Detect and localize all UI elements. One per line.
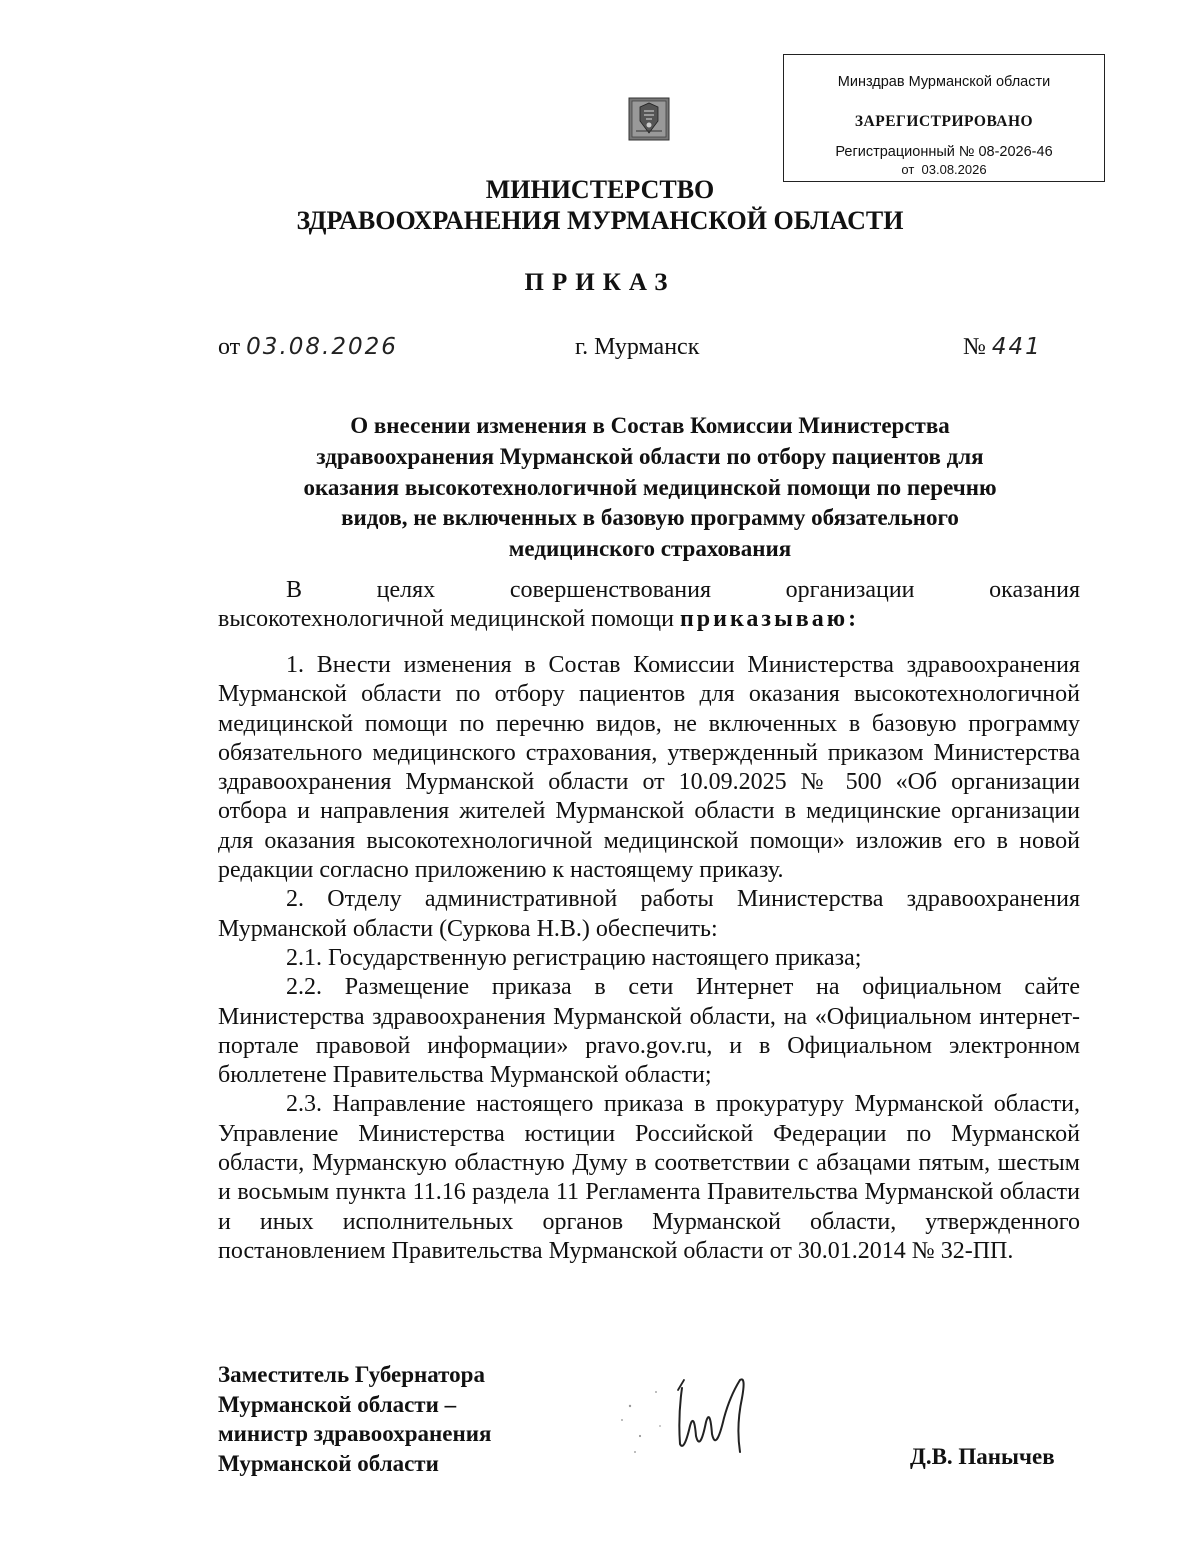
item-2-2: 2.2. Размещение приказа в сети Интернет на официальном сайте Министерства здравоохранения Мурманской области, на «Официальном интернет-портале правовой информации» pravo.gov.ru, и в Официальном электронном бюллетене Правительства Мурманской области; — [218, 974, 1080, 1089]
signer-title-line: Мурманской области — [218, 1450, 439, 1476]
stamp-status: ЗАРЕГИСТРИРОВАНО — [854, 113, 1034, 130]
handwritten-date: 03.08.2026 — [246, 334, 398, 360]
signer-title-line: министр здравоохранения — [218, 1421, 492, 1446]
stamp-registration-number: Регистрационный № 08-2026-46 — [835, 144, 1053, 160]
document-body — [218, 576, 1080, 635]
signer-title-line: Заместитель Губернатора — [218, 1362, 485, 1387]
preamble-line1: В целях совершенствования организации оказания — [286, 577, 1080, 603]
signer-name: Д.В. Панычев — [910, 1444, 1055, 1469]
stamp-organization: Минздрав Мурманской области — [837, 74, 1051, 90]
preamble-line2 — [218, 605, 1080, 634]
document-items — [218, 651, 1080, 1266]
preamble-keyword: приказываю: — [679, 606, 860, 633]
item-2-1: 2.1. Государственную регистрацию настоящего приказа; — [286, 944, 862, 971]
registration-stamp — [783, 54, 1105, 182]
ministry-title-line2: ЗДРАВООХРАНЕНИЯ МУРМАНСКОЙ ОБЛАСТИ — [296, 206, 904, 235]
coat-of-arms-icon — [628, 97, 670, 141]
item-1: 1. Внести изменения в Состав Комиссии Министерства здравоохранения Мурманской области по отбору пациентов для оказания высокотехнологичной медицинской помощи по перечню видов, не включенных в базовую программу обязательного медицинского страхования, утвержденный приказом Министерства здравоохранения Мурманской области от 10.09.2025 № 500 «Об организации отбора и направления жителей Мурманской области в медицинские организации для оказания высокотехнологичной медицинской помощи» изложив его в новой редакции согласно приложению к настоящему приказу. — [218, 652, 1080, 884]
subject-line: оказания высокотехнологичной медицинской помощи по перечню — [303, 474, 997, 500]
date-prefix: от — [218, 334, 241, 360]
city-label: г. Мурманск — [575, 334, 700, 360]
subject-line: видов, не включенных в базовую программу обязательного — [341, 505, 959, 531]
preamble-text: высокотехнологичной медицинской помощи — [218, 606, 674, 633]
number-prefix: № — [963, 334, 986, 360]
subject-line: медицинского страхования — [508, 536, 792, 562]
item-2-3: 2.3. Направление настоящего приказа в прокуратуру Мурманской области, Управление Министерства юстиции Российской Федерации по Мурманской области, Мурманскую областную Думу в соответствии с абзацами пятым, шестым и восьмым пункта 11.16 раздела 11 Регламента Правительства Мурманской области и иных исполнительных органов Мурманской области, утвержденного постановлением Правительства Мурманской области от 30.01.2014 № 32-ПП. — [218, 1091, 1080, 1264]
handwritten-signature-icon — [600, 1356, 790, 1466]
handwritten-number: 441 — [991, 334, 1042, 360]
signer-title-line: Мурманской области – — [218, 1391, 457, 1417]
ministry-title-line1: МИНИСТЕРСТВО — [485, 175, 715, 204]
document-type: ПРИКАЗ — [524, 269, 676, 296]
signer-title — [218, 1360, 491, 1478]
document-subject — [230, 411, 1070, 565]
number-field — [963, 334, 1042, 361]
subject-line: здравоохранения Мурманской области по отбору пациентов для — [316, 443, 984, 469]
date-field — [218, 334, 398, 361]
item-2: 2. Отделу административной работы Министерства здравоохранения Мурманской области (Суркова Н.В.) обеспечить: — [218, 886, 1080, 942]
subject-line: О внесении изменения в Состав Комиссии Министерства — [350, 413, 950, 438]
stamp-date: от 03.08.2026 — [901, 162, 987, 177]
